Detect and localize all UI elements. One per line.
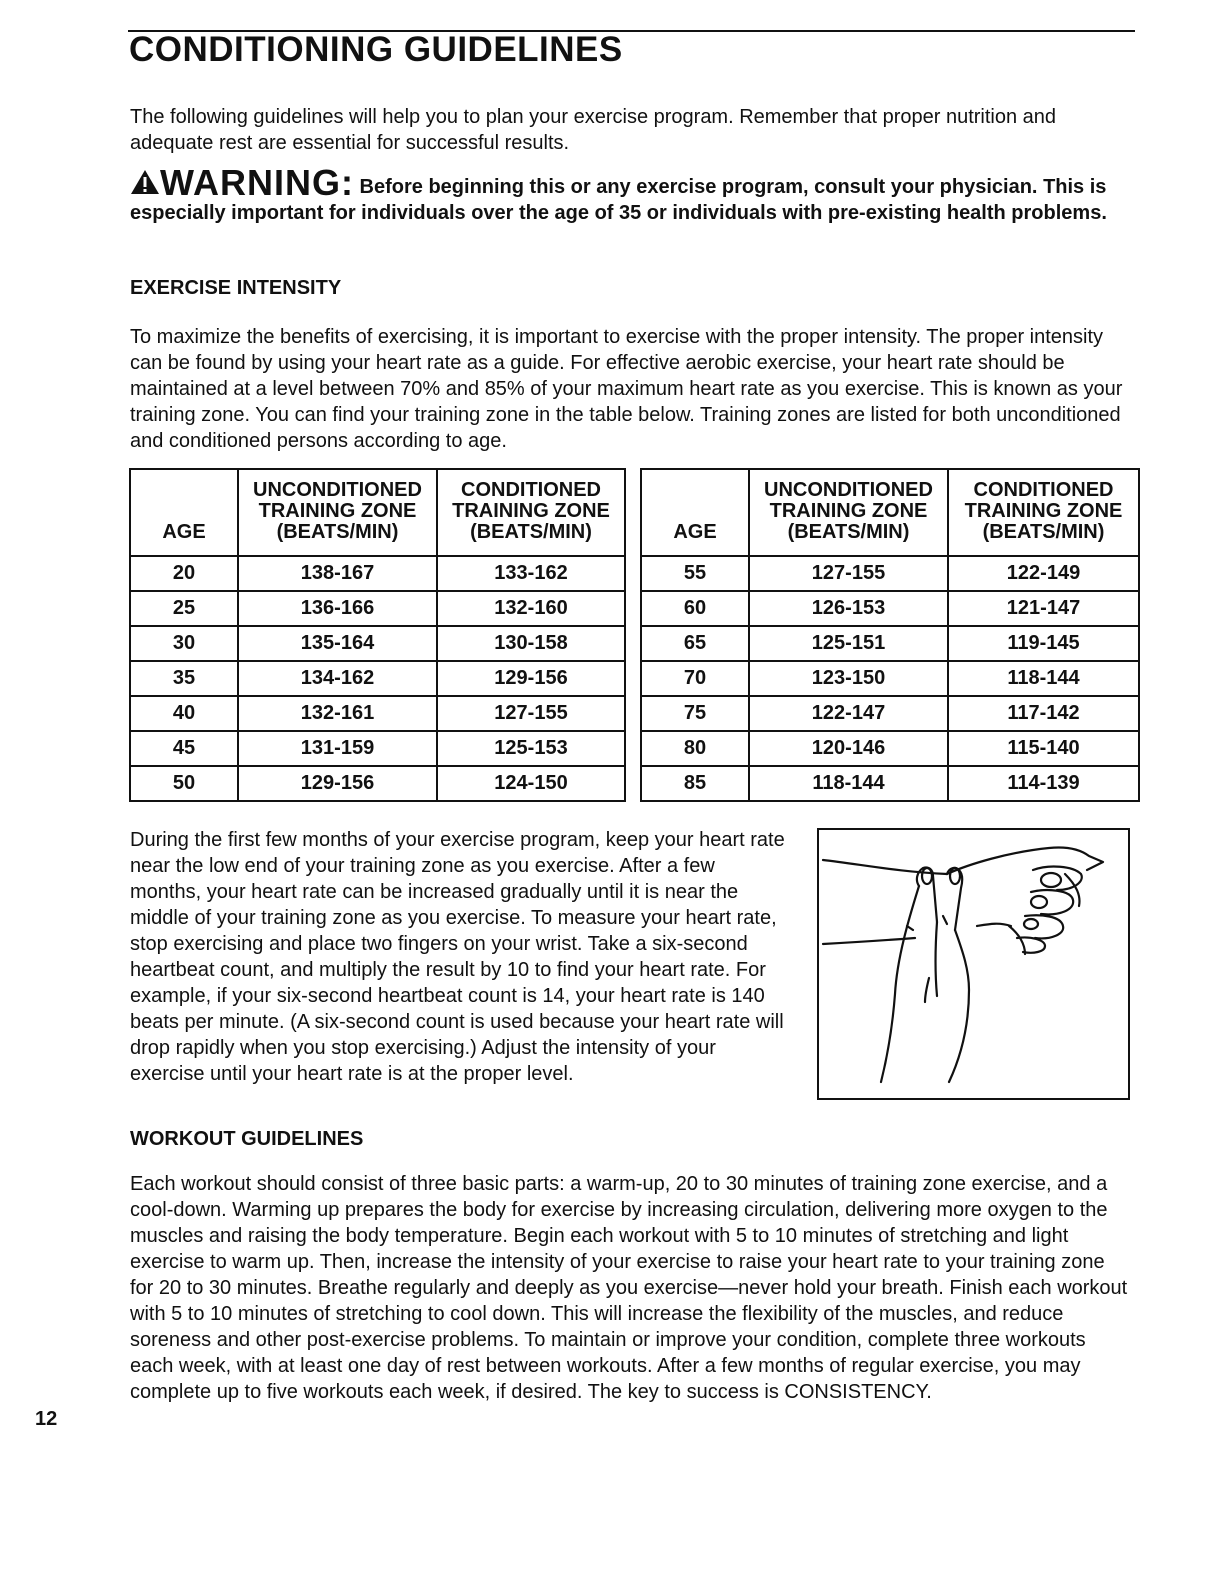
table-row — [130, 731, 625, 766]
heart-rate-paragraph: During the first few months of your exercise program, keep your heart rate near the low end of your training zone as you exercise. After a few months, your heart rate can be increased gradually until it is near the middle of your training zone as you exercise. To measure your heart rate, stop exercising and place two fingers on your wrist. Take a six-second heartbeat count, and multiply the result by 10 to find your heart rate. For example, if your six-second heartbeat count is 14, your heart rate is 140 beats per minute. (A six-second count is used because your heart rate will drop rapidly when you stop exercising.) Adjust the intensity of your exercise until your heart rate is at the proper level. — [130, 829, 785, 1085]
unconditioned-zone-cell: 135-164 — [238, 626, 437, 661]
age-cell: 55 — [641, 556, 749, 591]
age-cell: 45 — [130, 731, 238, 766]
wrist-pulse-check-icon — [819, 830, 1128, 1098]
wrist-pulse-illustration — [817, 828, 1130, 1100]
conditioned-zone-cell: 119-145 — [948, 626, 1139, 661]
conditioned-header: CONDITIONED TRAINING ZONE (BEATS/MIN) — [948, 469, 1139, 556]
conditioned-zone-cell: 127-155 — [437, 696, 625, 731]
intro-paragraph: The following guidelines will help you to plan your exercise program. Remember that proper nutrition and adequate rest are essential for successful results. — [130, 106, 1057, 154]
unconditioned-header: UNCONDITIONED TRAINING ZONE (BEATS/MIN) — [749, 469, 948, 556]
table-header-row — [130, 469, 625, 556]
unconditioned-zone-cell: 132-161 — [238, 696, 437, 731]
conditioned-zone-cell: 118-144 — [948, 661, 1139, 696]
page-title: CONDITIONING GUIDELINES — [129, 30, 623, 69]
table-row — [641, 626, 1139, 661]
warning-body: This is especially important for individuals over the age of 35 or individuals with pre-existing health problems. — [130, 176, 1107, 224]
unconditioned-header: UNCONDITIONED TRAINING ZONE (BEATS/MIN) — [238, 469, 437, 556]
conditioned-zone-cell: 125-153 — [437, 731, 625, 766]
warning-triangle-icon — [130, 168, 160, 196]
age-cell: 70 — [641, 661, 749, 696]
conditioned-zone-cell: 133-162 — [437, 556, 625, 591]
training-zone-table-right — [640, 468, 1140, 802]
age-cell: 75 — [641, 696, 749, 731]
unconditioned-zone-cell: 125-151 — [749, 626, 948, 661]
table-row — [641, 556, 1139, 591]
warning-lead: Before beginning this or any exercise program, consult your physician. — [359, 176, 1038, 198]
table-row — [130, 661, 625, 696]
page-number: 12 — [35, 1408, 58, 1430]
table-row — [641, 731, 1139, 766]
exercise-intensity-heading: EXERCISE INTENSITY — [130, 277, 342, 299]
age-cell: 35 — [130, 661, 238, 696]
age-header: AGE — [641, 469, 749, 556]
table-row — [130, 591, 625, 626]
table-header-row — [641, 469, 1139, 556]
unconditioned-zone-cell: 138-167 — [238, 556, 437, 591]
warning-block — [130, 162, 1120, 226]
table-row — [130, 766, 625, 801]
age-cell: 50 — [130, 766, 238, 801]
age-cell: 30 — [130, 626, 238, 661]
conditioned-zone-cell: 132-160 — [437, 591, 625, 626]
unconditioned-zone-cell: 118-144 — [749, 766, 948, 801]
conditioned-zone-cell: 122-149 — [948, 556, 1139, 591]
unconditioned-zone-cell: 129-156 — [238, 766, 437, 801]
unconditioned-zone-cell: 120-146 — [749, 731, 948, 766]
conditioned-zone-cell: 115-140 — [948, 731, 1139, 766]
workout-guidelines-text: Each workout should consist of three basic parts: a warm-up, 20 to 30 minutes of training zone exercise, and a cool-down. Warming up prepares the body for exercise by increasing circulation, delivering more oxygen to the muscles and raising the body temperature. Begin each workout with 5 to 10 minutes of stretching and light exercise to warm up. Then, increase the intensity of your exercise to raise your heart rate to your training zone for 20 to 30 minutes. Breathe regularly and deeply as you exercise—never hold your breath. Finish each workout with 5 to 10 minutes of stretching to cool down. This will increase the flexibility of the muscles, and reduce soreness and other post-exercise problems. To maintain or improve your condition, complete three workouts each week, with at least one day of rest between workouts. After a few months of regular exercise, you may complete up to five workouts each week, if desired. The key to success is CONSISTENCY. — [130, 1173, 1128, 1403]
conditioned-zone-cell: 124-150 — [437, 766, 625, 801]
conditioned-zone-cell: 129-156 — [437, 661, 625, 696]
unconditioned-zone-cell: 123-150 — [749, 661, 948, 696]
table-row — [641, 766, 1139, 801]
table-row — [130, 696, 625, 731]
age-cell: 60 — [641, 591, 749, 626]
table-row — [641, 696, 1139, 731]
training-zone-table-left — [129, 468, 626, 802]
table-row — [130, 626, 625, 661]
age-cell: 20 — [130, 556, 238, 591]
warning-label: WARNING: — [160, 162, 354, 203]
age-cell: 85 — [641, 766, 749, 801]
table-row — [130, 556, 625, 591]
unconditioned-zone-cell: 131-159 — [238, 731, 437, 766]
age-cell: 25 — [130, 591, 238, 626]
age-cell: 80 — [641, 731, 749, 766]
workout-guidelines-heading: WORKOUT GUIDELINES — [130, 1128, 364, 1150]
conditioned-zone-cell: 121-147 — [948, 591, 1139, 626]
age-header: AGE — [130, 469, 238, 556]
unconditioned-zone-cell: 127-155 — [749, 556, 948, 591]
unconditioned-zone-cell: 126-153 — [749, 591, 948, 626]
conditioned-zone-cell: 114-139 — [948, 766, 1139, 801]
conditioned-header: CONDITIONED TRAINING ZONE (BEATS/MIN) — [437, 469, 625, 556]
exercise-intensity-text: To maximize the benefits of exercising, it is important to exercise with the proper intensity. The proper intensity can be found by using your heart rate as a guide. For effective aerobic exercise, your heart rate should be maintained at a level between 70% and 85% of your maximum heart rate as you exercise. This is known as your training zone. You can find your training zone in the table below. Training zones are listed for both unconditioned and conditioned persons according to age. — [130, 326, 1123, 452]
table-row — [641, 591, 1139, 626]
conditioned-zone-cell: 130-158 — [437, 626, 625, 661]
age-cell: 65 — [641, 626, 749, 661]
conditioned-zone-cell: 117-142 — [948, 696, 1139, 731]
unconditioned-zone-cell: 134-162 — [238, 661, 437, 696]
table-row — [641, 661, 1139, 696]
age-cell: 40 — [130, 696, 238, 731]
unconditioned-zone-cell: 136-166 — [238, 591, 437, 626]
unconditioned-zone-cell: 122-147 — [749, 696, 948, 731]
